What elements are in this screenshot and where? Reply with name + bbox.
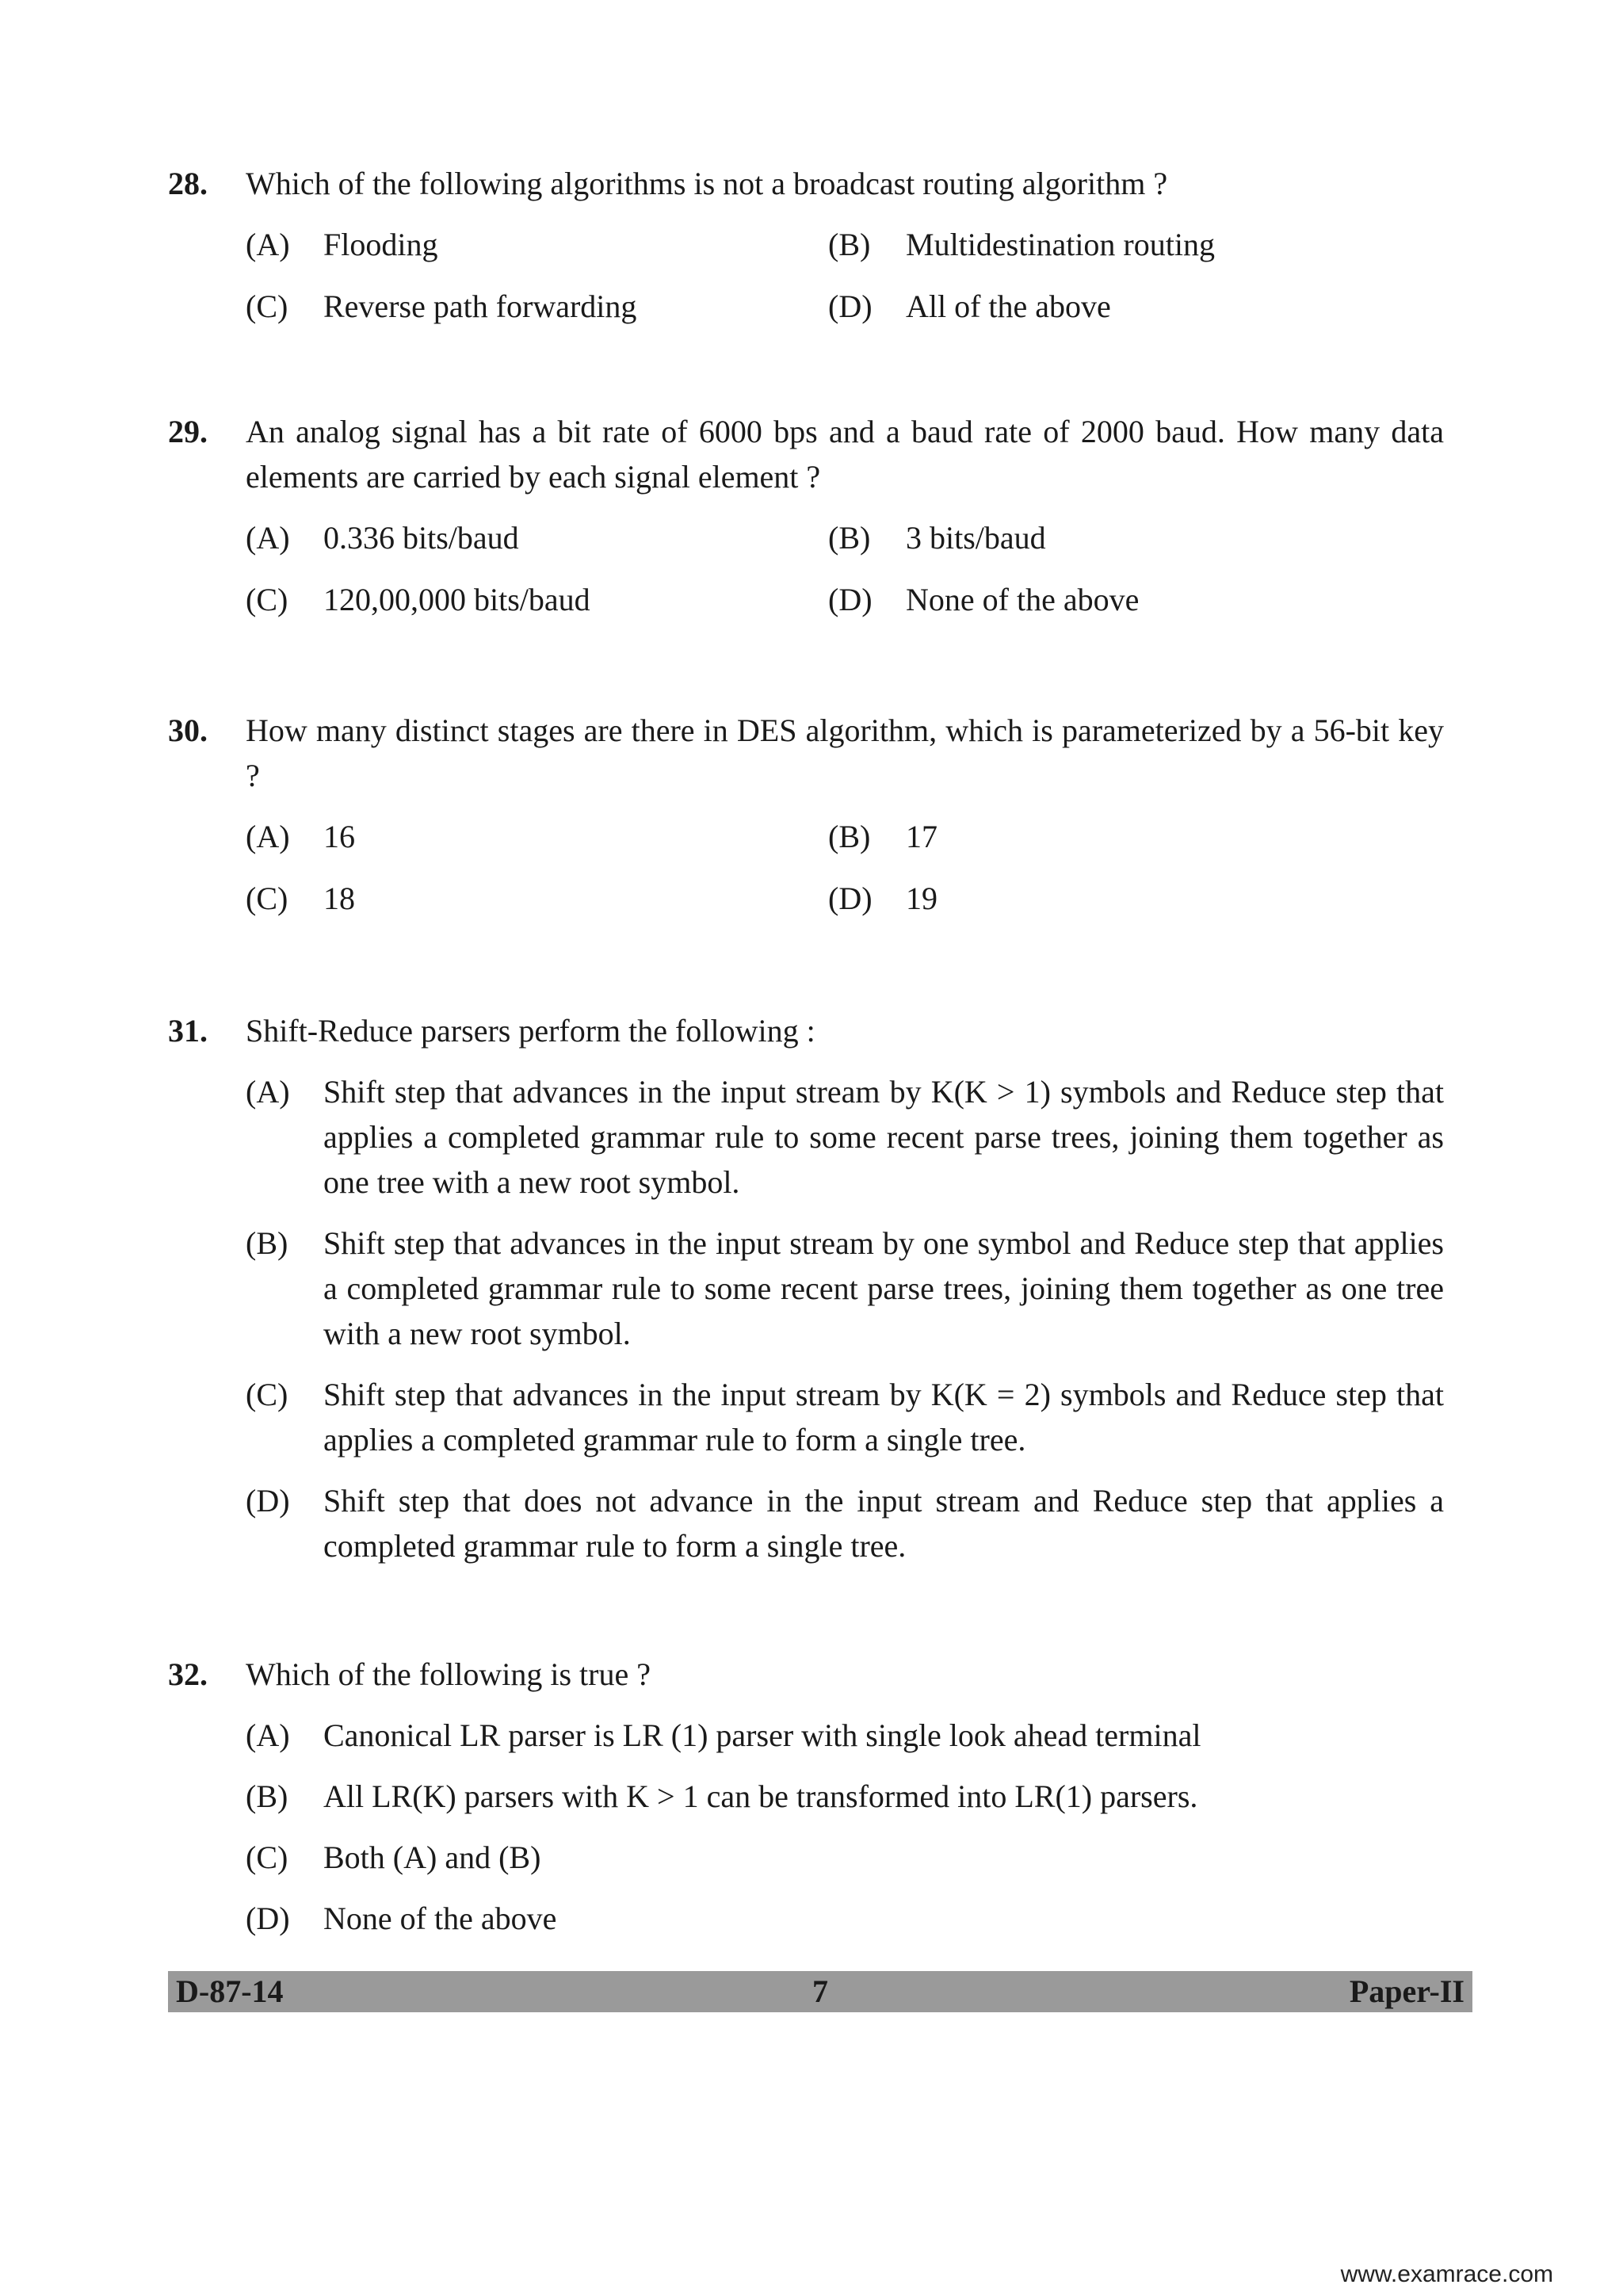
option-b: (B) Shift step that advances in the input stream by one symbol and Reduce step that applies a completed grammar rule to some recent parse trees, joining them together as one tree with a new root symbol.	[246, 1225, 1444, 1351]
option-c: (C) 120,00,000 bits/baud	[246, 582, 590, 617]
option-d: (D) All of the above	[828, 288, 1111, 324]
option-c: (C) Both (A) and (B)	[246, 1839, 541, 1875]
question-text: How many distinct stages are there in DES algorithm, which is parameterized by a 56-bit key ?	[246, 712, 1444, 793]
question-number: 31.	[168, 1013, 208, 1049]
options	[246, 222, 1444, 329]
option-d: (D) 19	[828, 881, 938, 916]
option-d: (D) Shift step that does not advance in the input stream and Reduce step that applies a completed grammar rule to form a single tree.	[246, 1483, 1444, 1564]
option-b: (B) All LR(K) parsers with K > 1 can be transformed into LR(1) parsers.	[246, 1778, 1198, 1814]
option-a: (A) Flooding	[246, 227, 438, 262]
option-d: (D) None of the above	[246, 1901, 557, 1936]
option-b: (B) Multidestination routing	[828, 227, 1215, 262]
page-number: 7	[812, 1973, 828, 2009]
question-text: Which of the following algorithms is not a broadcast routing algorithm ?	[246, 166, 1168, 201]
option-d: (D) None of the above	[828, 582, 1140, 617]
question-number: 28.	[168, 166, 208, 201]
paper-label: Paper-II	[1349, 1973, 1465, 2009]
watermark-url: www.examrace.com	[1340, 2261, 1553, 2287]
question-32	[168, 1652, 1444, 1957]
question-text: Shift-Reduce parsers perform the following :	[246, 1013, 815, 1049]
options	[246, 1069, 1444, 1568]
question-30	[168, 708, 1444, 921]
option-c: (C) 18	[246, 881, 355, 916]
question-text: Which of the following is true ?	[246, 1656, 651, 1692]
question-31	[168, 1008, 1444, 1584]
option-b: (B) 3 bits/baud	[828, 520, 1046, 556]
option-a: (A) 0.336 bits/baud	[246, 520, 519, 556]
option-c: (C) Shift step that advances in the input stream by K(K = 2) symbols and Reduce step that applies a completed grammar rule to form a single tree.	[246, 1377, 1444, 1457]
paper-code: D-87-14	[176, 1973, 284, 2009]
question-text: An analog signal has a bit rate of 6000 bps and a baud rate of 2000 baud. How many data elements are carried by each signal element ?	[246, 414, 1444, 495]
question-number: 32.	[168, 1656, 208, 1692]
options	[246, 1713, 1444, 1941]
page-footer	[168, 1971, 1472, 2012]
option-a: (A) Canonical LR parser is LR (1) parser with single look ahead terminal	[246, 1717, 1201, 1753]
question-28	[168, 161, 1444, 329]
option-c: (C) Reverse path forwarding	[246, 288, 637, 324]
options	[246, 515, 1444, 622]
option-a: (A) 16	[246, 819, 355, 854]
question-number: 29.	[168, 414, 208, 449]
question-29	[168, 409, 1444, 622]
option-a: (A) Shift step that advances in the input stream by K(K > 1) symbols and Reduce step that applies a completed grammar rule to some recent parse trees, joining them together as one tree with a new root symbol.	[246, 1074, 1444, 1200]
options	[246, 814, 1444, 921]
option-b: (B) 17	[828, 819, 938, 854]
question-number: 30.	[168, 712, 208, 748]
